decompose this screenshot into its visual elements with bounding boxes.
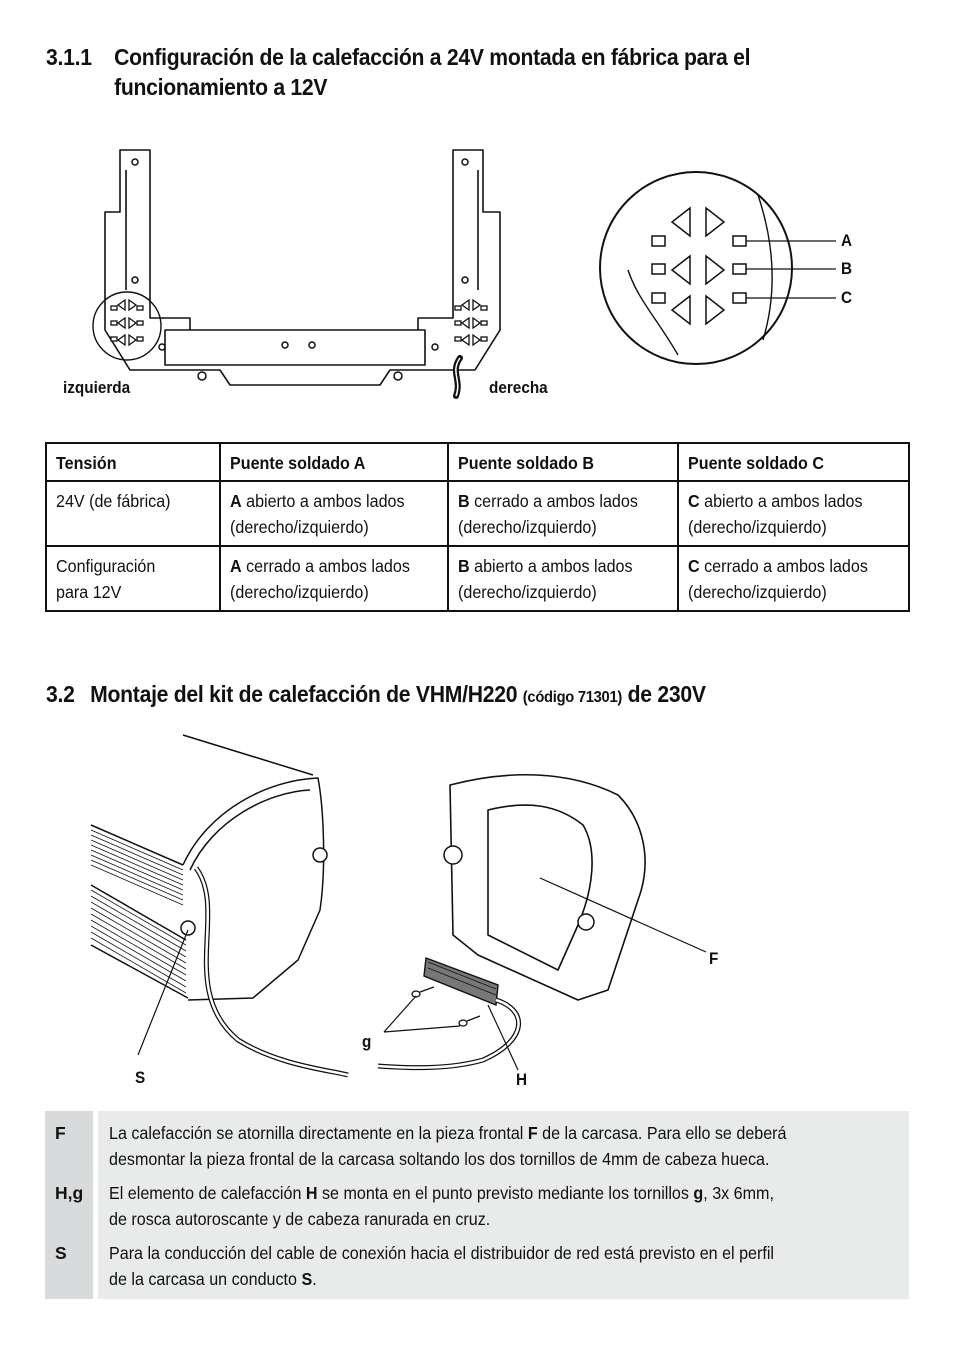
section-title-line2: funcionamiento a 12V bbox=[114, 74, 328, 100]
table-cell: C abierto a ambos lados (derecho/izquierdo) bbox=[678, 481, 909, 546]
table-cell: B abierto a ambos lados (derecho/izquierdo) bbox=[448, 546, 678, 611]
legend-text: La calefacción se atornilla directamente en la pieza frontal F de la carcasa. Para ello se deberá desmontar la pieza frontal de la carcasa soltando los dos tornillos de 4mm de cabeza hueca. bbox=[109, 1123, 787, 1169]
section-title-end: de 230V bbox=[627, 681, 706, 707]
section-number: 3.2 bbox=[46, 681, 75, 707]
parts-legend bbox=[45, 1111, 909, 1299]
section-title-line1: Configuración de la calefacción a 24V montada en fábrica para el bbox=[114, 44, 751, 70]
part-label-g: g bbox=[362, 1032, 372, 1051]
heater-bracket-drawing bbox=[80, 140, 550, 405]
legend-key: F bbox=[55, 1123, 66, 1143]
table-row bbox=[46, 481, 909, 546]
table-cell: A abierto a ambos lados (derecho/izquierdo) bbox=[220, 481, 448, 546]
part-label-h: H bbox=[516, 1070, 528, 1089]
table-cell-voltage: 24V (de fábrica) bbox=[46, 481, 220, 546]
section-heading-3-2 bbox=[46, 679, 874, 713]
table-header-row bbox=[46, 443, 909, 481]
table-cell: C cerrado a ambos lados (derecho/izquierdo) bbox=[678, 546, 909, 611]
part-label-f: F bbox=[709, 949, 719, 968]
table-header: Tensión bbox=[46, 443, 220, 481]
product-code: (código 71301) bbox=[522, 689, 623, 706]
table-row bbox=[46, 546, 909, 611]
label-right-side: derecha bbox=[489, 378, 548, 397]
table-header: Puente soldado B bbox=[448, 443, 678, 481]
legend-text: Para la conducción del cable de conexión hacia el distribuidor de red está previsto en el perfil de la carcasa un conducto S. bbox=[109, 1243, 774, 1289]
heater-kit-assembly-drawing bbox=[88, 730, 738, 1090]
legend-key: S bbox=[55, 1243, 67, 1263]
bridge-label-a: A bbox=[841, 231, 853, 250]
section-title: Montaje del kit de calefacción de VHM/H220 bbox=[90, 681, 518, 707]
section-heading-3-1-1 bbox=[46, 42, 874, 102]
label-left-side: izquierda bbox=[63, 378, 131, 397]
table-header: Puente soldado A bbox=[220, 443, 448, 481]
solder-bridge-table bbox=[45, 442, 910, 612]
table-cell-voltage: Configuración para 12V bbox=[46, 546, 220, 611]
table-header: Puente soldado C bbox=[678, 443, 909, 481]
table-cell: A cerrado a ambos lados (derecho/izquierdo) bbox=[220, 546, 448, 611]
solder-bridge-detail-drawing bbox=[598, 170, 868, 375]
table-cell: B cerrado a ambos lados (derecho/izquierdo) bbox=[448, 481, 678, 546]
bridge-label-b: B bbox=[841, 259, 853, 278]
bridge-label-c: C bbox=[841, 288, 853, 307]
legend-text: El elemento de calefacción H se monta en el punto previsto mediante los tornillos g, 3x 6mm, de rosca autoroscante y de cabeza ranurada en cruz. bbox=[109, 1183, 774, 1229]
legend-key: H,g bbox=[55, 1183, 84, 1203]
section-number: 3.1.1 bbox=[46, 44, 92, 70]
part-label-s: S bbox=[135, 1068, 146, 1087]
